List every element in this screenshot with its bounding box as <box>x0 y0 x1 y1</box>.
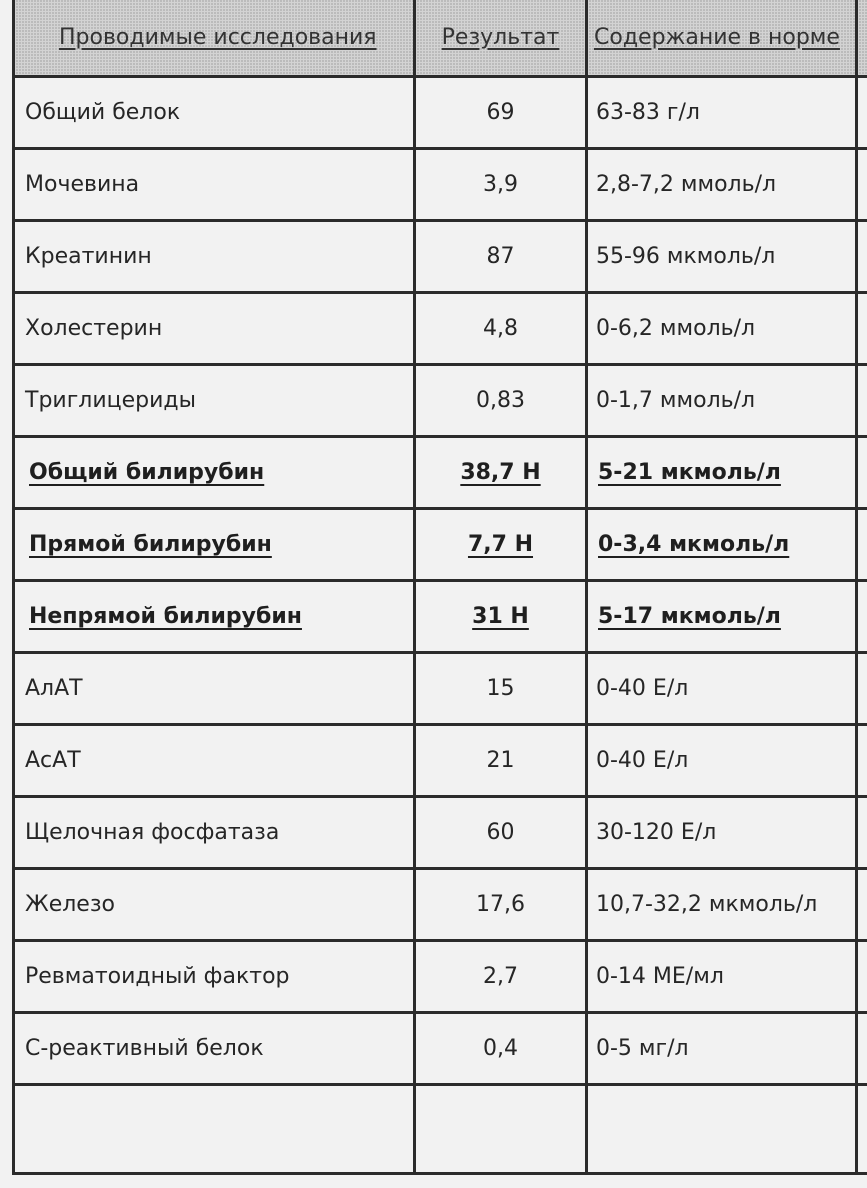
test-name-cell: АлАТ <box>14 653 415 725</box>
norm-cell: 2,8-7,2 ммоль/л <box>587 149 857 221</box>
empty-cell <box>14 1085 415 1174</box>
result-cell: 7,7 Н <box>415 509 587 581</box>
extra-cell <box>857 365 867 437</box>
result-cell: 60 <box>415 797 587 869</box>
table-row <box>14 293 867 365</box>
extra-cell <box>857 581 867 653</box>
norm-cell: 0-6,2 ммоль/л <box>587 293 857 365</box>
extra-cell <box>857 653 867 725</box>
table-row <box>14 725 867 797</box>
empty-cell <box>857 1085 867 1174</box>
extra-cell <box>857 437 867 509</box>
table-row <box>14 1013 867 1085</box>
test-name-cell: Ревматоидный фактор <box>14 941 415 1013</box>
norm-cell: 30-120 Е/л <box>587 797 857 869</box>
test-name-cell: Железо <box>14 869 415 941</box>
result-cell: 3,9 <box>415 149 587 221</box>
test-name-cell: АсАТ <box>14 725 415 797</box>
table-row <box>14 77 867 149</box>
result-cell: 69 <box>415 77 587 149</box>
extra-cell <box>857 725 867 797</box>
table-row <box>14 221 867 293</box>
norm-cell: 0-5 мг/л <box>587 1013 857 1085</box>
norm-cell: 5-17 мкмоль/л <box>587 581 857 653</box>
result-cell: 0,4 <box>415 1013 587 1085</box>
norm-cell: 63-83 г/л <box>587 77 857 149</box>
lab-results-table <box>12 0 867 1175</box>
test-name-cell: Непрямой билирубин <box>14 581 415 653</box>
norm-cell: 55-96 мкмоль/л <box>587 221 857 293</box>
norm-cell: 0-40 Е/л <box>587 725 857 797</box>
result-cell: 0,83 <box>415 365 587 437</box>
table-row <box>14 797 867 869</box>
result-cell: 38,7 Н <box>415 437 587 509</box>
test-name-cell: Холестерин <box>14 293 415 365</box>
result-cell: 4,8 <box>415 293 587 365</box>
norm-cell: 0-3,4 мкмоль/л <box>587 509 857 581</box>
table-row <box>14 365 867 437</box>
result-cell: 21 <box>415 725 587 797</box>
test-name-cell: Триглицериды <box>14 365 415 437</box>
result-cell: 87 <box>415 221 587 293</box>
extra-cell <box>857 509 867 581</box>
test-name-cell: Мочевина <box>14 149 415 221</box>
empty-cell <box>415 1085 587 1174</box>
extra-cell <box>857 1013 867 1085</box>
test-name-cell: Прямой билирубин <box>14 509 415 581</box>
test-name-cell: Щелочная фосфатаза <box>14 797 415 869</box>
result-cell: 2,7 <box>415 941 587 1013</box>
norm-cell: 0-14 МЕ/мл <box>587 941 857 1013</box>
extra-cell <box>857 77 867 149</box>
extra-cell <box>857 221 867 293</box>
header-result: Результат <box>415 0 587 77</box>
table-header-row <box>14 0 867 77</box>
result-cell: 15 <box>415 653 587 725</box>
header-norm: Содержание в норме <box>587 0 857 77</box>
test-name-cell: Общий билирубин <box>14 437 415 509</box>
extra-cell <box>857 149 867 221</box>
table-row <box>14 653 867 725</box>
norm-cell: 0-1,7 ммоль/л <box>587 365 857 437</box>
norm-cell: 0-40 Е/л <box>587 653 857 725</box>
test-name-cell: С-реактивный белок <box>14 1013 415 1085</box>
empty-row <box>14 1085 867 1174</box>
extra-cell <box>857 869 867 941</box>
table-row <box>14 509 867 581</box>
extra-cell <box>857 293 867 365</box>
norm-cell: 10,7-32,2 мкмоль/л <box>587 869 857 941</box>
extra-cell <box>857 941 867 1013</box>
table-row <box>14 437 867 509</box>
table-row <box>14 869 867 941</box>
table-row <box>14 149 867 221</box>
header-test: Проводимые исследования <box>14 0 415 77</box>
empty-cell <box>587 1085 857 1174</box>
test-name-cell: Креатинин <box>14 221 415 293</box>
norm-cell: 5-21 мкмоль/л <box>587 437 857 509</box>
test-name-cell: Общий белок <box>14 77 415 149</box>
result-cell: 17,6 <box>415 869 587 941</box>
result-cell: 31 Н <box>415 581 587 653</box>
extra-cell <box>857 797 867 869</box>
header-extra-cell <box>857 0 867 77</box>
table-row <box>14 941 867 1013</box>
table-row <box>14 581 867 653</box>
